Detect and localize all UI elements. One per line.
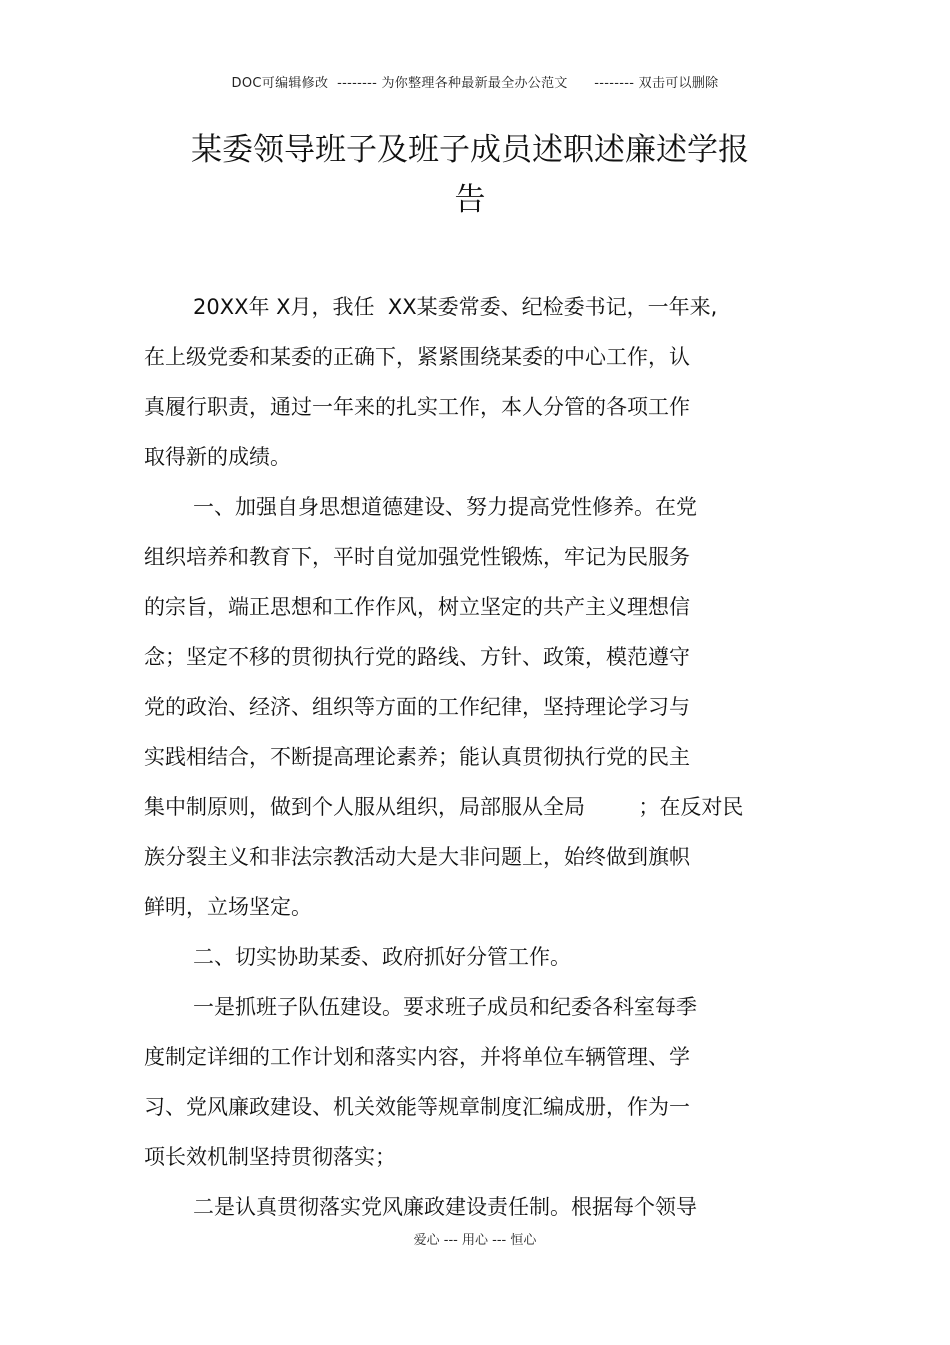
document-title-line-2: 告	[454, 182, 486, 218]
body-line: 念；坚定不移的贯彻执行党的路线、方针、政策，模范遵守	[144, 645, 690, 669]
body-line: 二是认真贯彻落实党风廉政建设责任制。根据每个领导	[193, 1195, 697, 1219]
body-line: 一是抓班子队伍建设。要求班子成员和纪委各科室每季	[193, 995, 697, 1019]
body-line: 实践相结合，不断提高理论素养；能认真贯彻执行党的民主	[144, 745, 690, 769]
page-header: DOC可编辑修改 -------- 为你整理各种最新最全办公范文 -------- 双击可以删除	[231, 76, 719, 91]
body-line: 一、加强自身思想道德建设、努力提高党性修养。在党	[193, 495, 697, 519]
body-line: 度制定详细的工作计划和落实内容，并将单位车辆管理、学	[144, 1045, 690, 1069]
body-line: 二、切实协助某委、政府抓好分管工作。	[193, 945, 571, 969]
body-line: 20XX年 X月，我任 XX某委常委、纪检委书记，一年来,	[193, 295, 718, 319]
page-footer: 爱心 --- 用心 --- 恒心	[413, 1233, 537, 1248]
body-line: 习、党风廉政建设、机关效能等规章制度汇编成册，作为一	[144, 1095, 690, 1119]
body-line: 真履行职责，通过一年来的扎实工作，本人分管的各项工作	[144, 395, 690, 419]
body-line: 在上级党委和某委的正确下，紧紧围绕某委的中心工作，认	[144, 345, 690, 369]
document-title-line-1: 某委领导班子及班子成员述职述廉述学报	[191, 132, 749, 168]
body-line: 项长效机制坚持贯彻落实；	[144, 1145, 396, 1169]
body-line: 族分裂主义和非法宗教活动大是大非问题上，始终做到旗帜	[144, 845, 690, 869]
body-line: 取得新的成绩。	[144, 445, 291, 469]
body-line: 鲜明，立场坚定。	[144, 895, 312, 919]
body-line: 党的政治、经济、组织等方面的工作纪律，坚持理论学习与	[144, 695, 690, 719]
body-line: 组织培养和教育下，平时自觉加强党性锻炼，牢记为民服务	[144, 545, 690, 569]
body-line: 的宗旨，端正思想和工作作风，树立坚定的共产主义理想信	[144, 595, 690, 619]
body-line: 集中制原则，做到个人服从组织，局部服从全局 ；在反对民	[144, 795, 744, 819]
